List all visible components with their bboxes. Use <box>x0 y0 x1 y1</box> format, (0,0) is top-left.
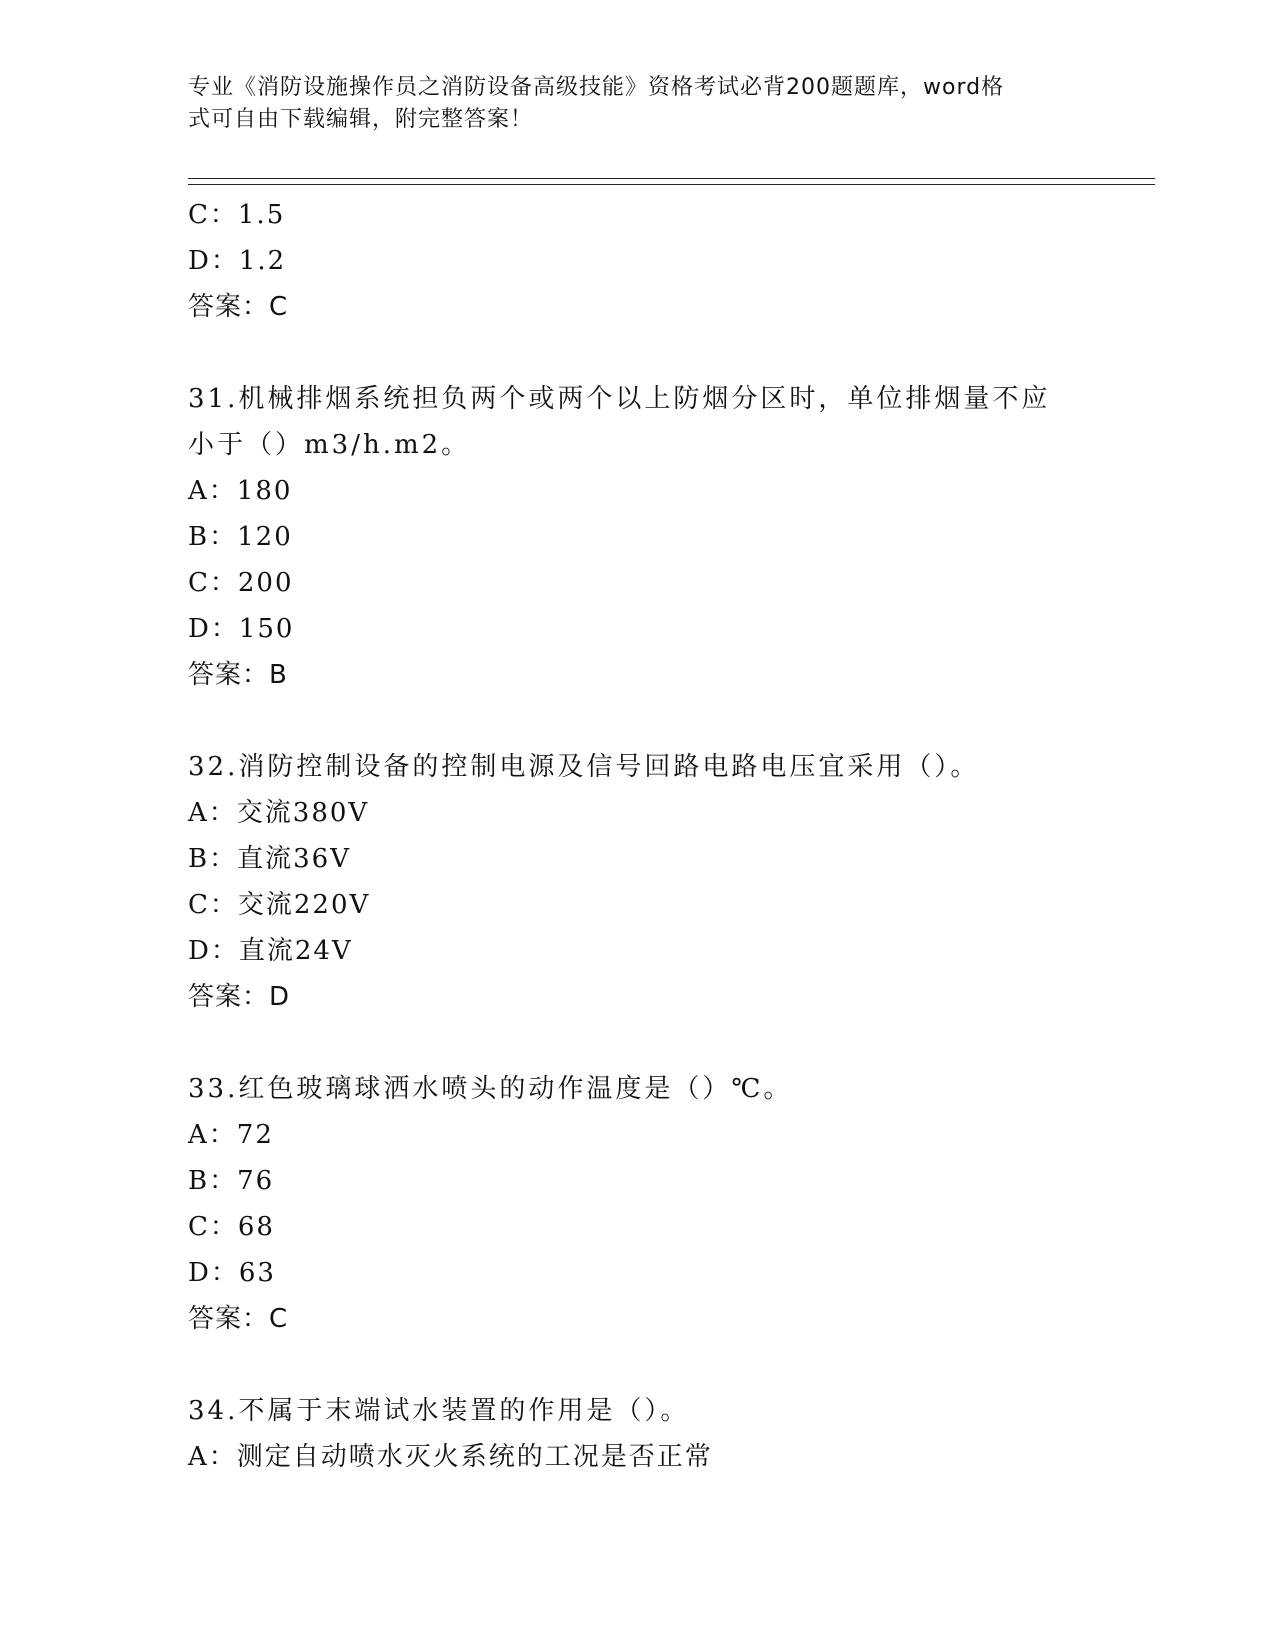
option-d: D：直流24V <box>188 936 353 966</box>
header-divider-bottom <box>188 184 1155 185</box>
question-text: 34.不属于末端试水装置的作用是（）。 <box>188 1396 690 1426</box>
header-divider-top <box>188 178 1155 179</box>
question-block-33 <box>188 1066 1108 1342</box>
question-list <box>188 192 1108 1480</box>
question-text: 32.消防控制设备的控制电源及信号回路电路电压宜采用（）。 <box>188 752 980 782</box>
option-a: A：交流380V <box>188 798 370 828</box>
answer-line: 答案：C <box>188 1304 289 1334</box>
option-d: D：63 <box>188 1258 276 1288</box>
header-line-1: 专业《消防设施操作员之消防设备高级技能》资格考试必背200题题库，word格 <box>188 75 1005 100</box>
question-text: 31.机械排烟系统担负两个或两个以上防烟分区时，单位排烟量不应小于（）m3/h.m2。 <box>188 384 1051 460</box>
answer-line: 答案：C <box>188 292 289 322</box>
answer-line: 答案：B <box>188 660 288 690</box>
header-line-2: 式可自由下载编辑，附完整答案！ <box>188 107 534 132</box>
option-c: C：交流220V <box>188 890 371 920</box>
option-c: C：68 <box>188 1212 275 1242</box>
answer-line: 答案：D <box>188 982 291 1012</box>
question-block-34 <box>188 1388 1108 1480</box>
question-block-32 <box>188 744 1108 1020</box>
document-header <box>188 72 1088 136</box>
option-b: B：76 <box>188 1166 275 1196</box>
option-c: C：1.5 <box>188 200 286 230</box>
option-d: D：150 <box>188 614 295 644</box>
question-text: 33.红色玻璃球洒水喷头的动作温度是（）℃。 <box>188 1074 793 1104</box>
option-c: C：200 <box>188 568 294 598</box>
option-a: A：72 <box>188 1120 274 1150</box>
option-b: B：120 <box>188 522 293 552</box>
option-d: D：1.2 <box>188 246 287 276</box>
question-block-31 <box>188 376 1108 698</box>
option-a: A：180 <box>188 476 293 506</box>
option-a: A：测定自动喷水灭火系统的工况是否正常 <box>188 1442 713 1472</box>
question-block-30 <box>188 192 1108 330</box>
option-b: B：直流36V <box>188 844 351 874</box>
